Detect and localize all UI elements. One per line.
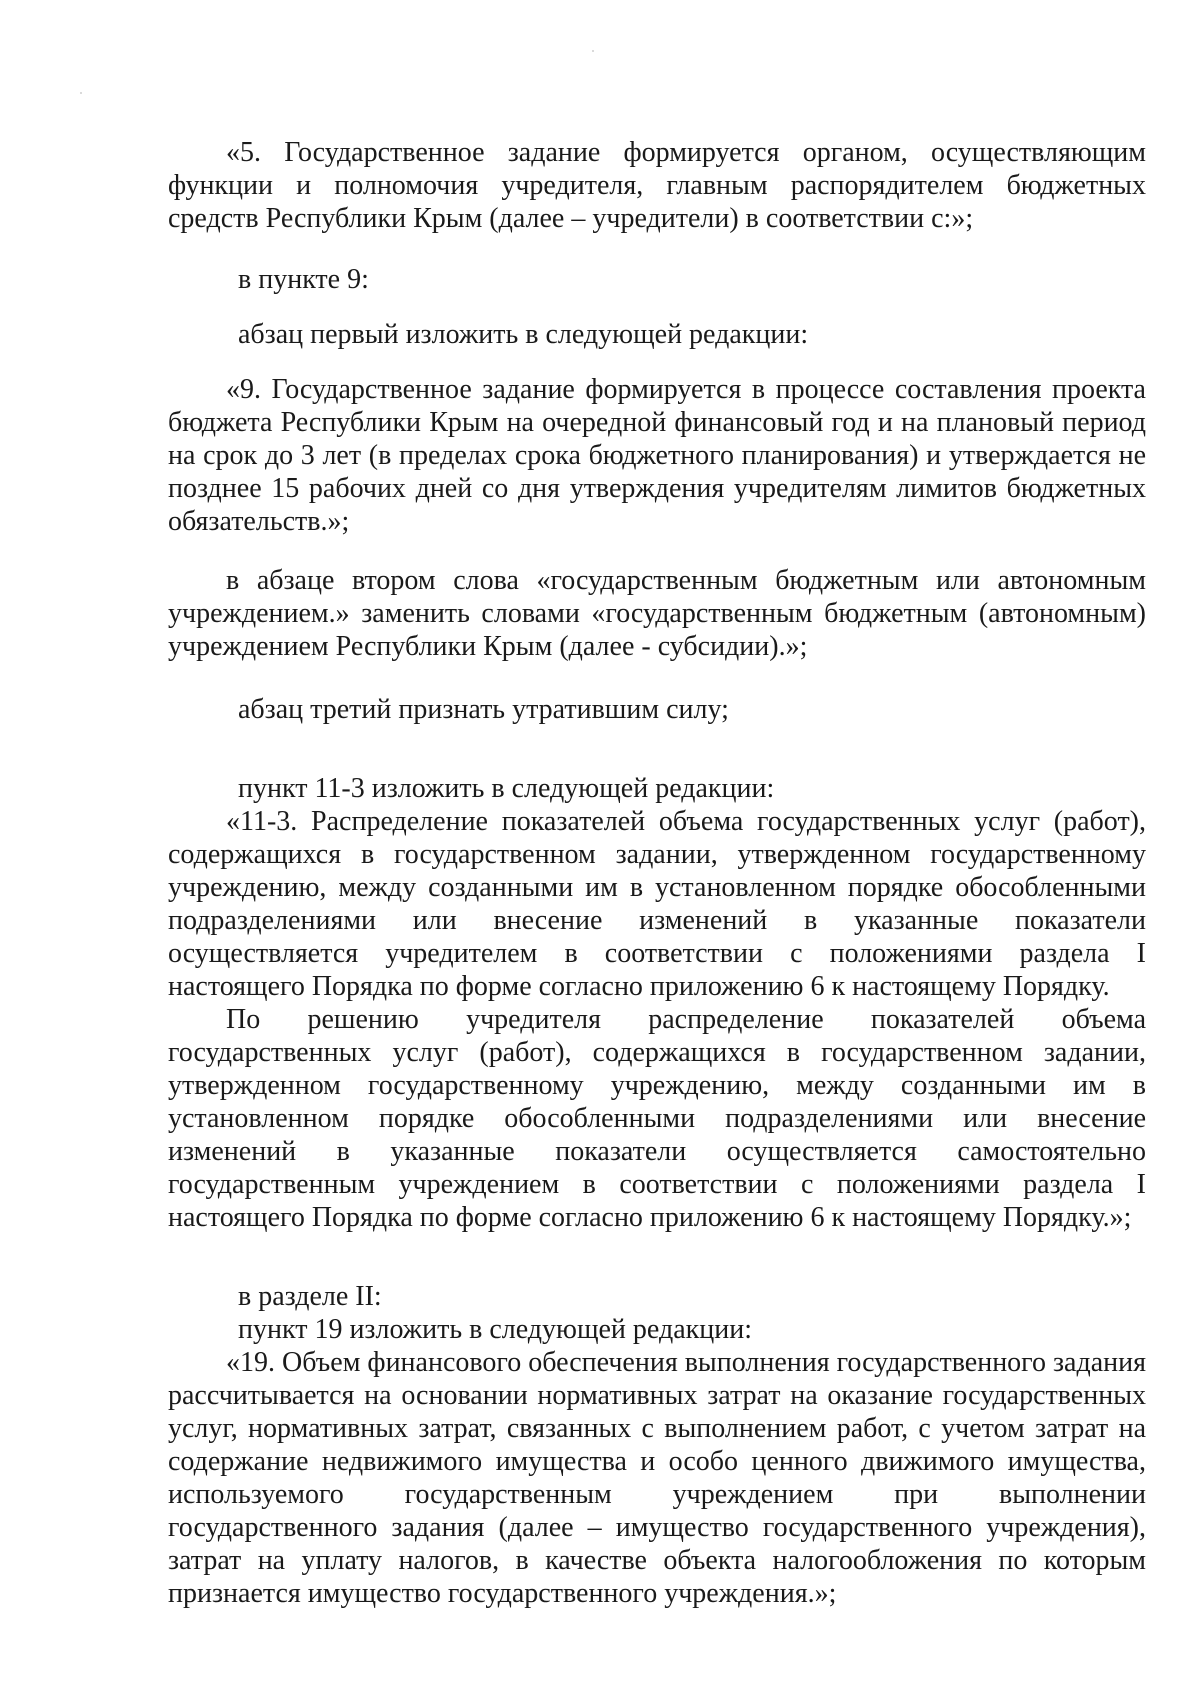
scan-speck [80,92,82,94]
paragraph-point-19: пункт 19 изложить в следующей редакции: [238,1314,752,1345]
paragraph-point-9: в пункте 9: [238,264,369,295]
scan-speck [592,50,594,52]
paragraph-section-2: в разделе II: [238,1281,382,1312]
paragraph-item-9: «9. Государственное задание формируется в процессе составления проекта бюджета Республики Крым на очередной финансовый год и на плановый период на срок до 3 лет (в пределах срока бюджетного планирования) и утверждается не позднее 15 рабочих дней со дня утверждения учредителям лимитов бюджетных обязательств.»; [168,374,1146,537]
paragraph-decision: По решению учредителя распределение показателей объема государственных услуг (работ), содержащихся в государственном задании, утвержденном государственному учреждению, между созданными им в установленном порядке обособленными подразделениями или внесение изменений в указанные показатели осуществляется самостоятельно государственным учреждением в соответствии с положениями раздела I настоящего Порядка по форме согласно приложению 6 к настоящему Порядку.»; [168,1004,1146,1233]
paragraph-item-11-3: «11-3. Распределение показателей объема государственных услуг (работ), содержащихся в государственном задании, утвержденном государственному учреждению, между созданными им в установленном порядке обособленными подразделениями или внесение изменений в указанные показатели осуществляется учредителем в соответствии с положениями раздела I настоящего Порядка по форме согласно приложению 6 к настоящему Порядку. [168,806,1146,1002]
paragraph-point-11-3: пункт 11-3 изложить в следующей редакции: [238,773,775,804]
paragraph-second-abzac: в абзаце втором слова «государственным бюджетным или автономным учреждением.» заменить словами «государственным бюджетным (автономным) учреждением Республики Крым (далее - субсидии).»; [168,565,1146,662]
paragraph-item-19: «19. Объем финансового обеспечения выполнения государственного задания рассчитывается на основании нормативных затрат на оказание государственных услуг, нормативных затрат, связанных с выполнением работ, с учетом затрат на содержание недвижимого имущества и особо ценного движимого имущества, используемого государственным учреждением при выполнении государственного задания (далее – имущество государственного учреждения), затрат на уплату налогов, в качестве объекта налогообложения по которым признается имущество государственного учреждения.»; [168,1347,1146,1609]
paragraph-first-abzac: абзац первый изложить в следующей редакции: [238,319,809,350]
document-body [168,136,1146,1610]
paragraph-item-5: «5. Государственное задание формируется органом, осуществляющим функции и полномочия учредителя, главным распорядителем бюджетных средств Республики Крым (далее – учредители) в соответствии с:»; [168,137,1146,234]
paragraph-third-abzac: абзац третий признать утратившим силу; [238,694,729,725]
